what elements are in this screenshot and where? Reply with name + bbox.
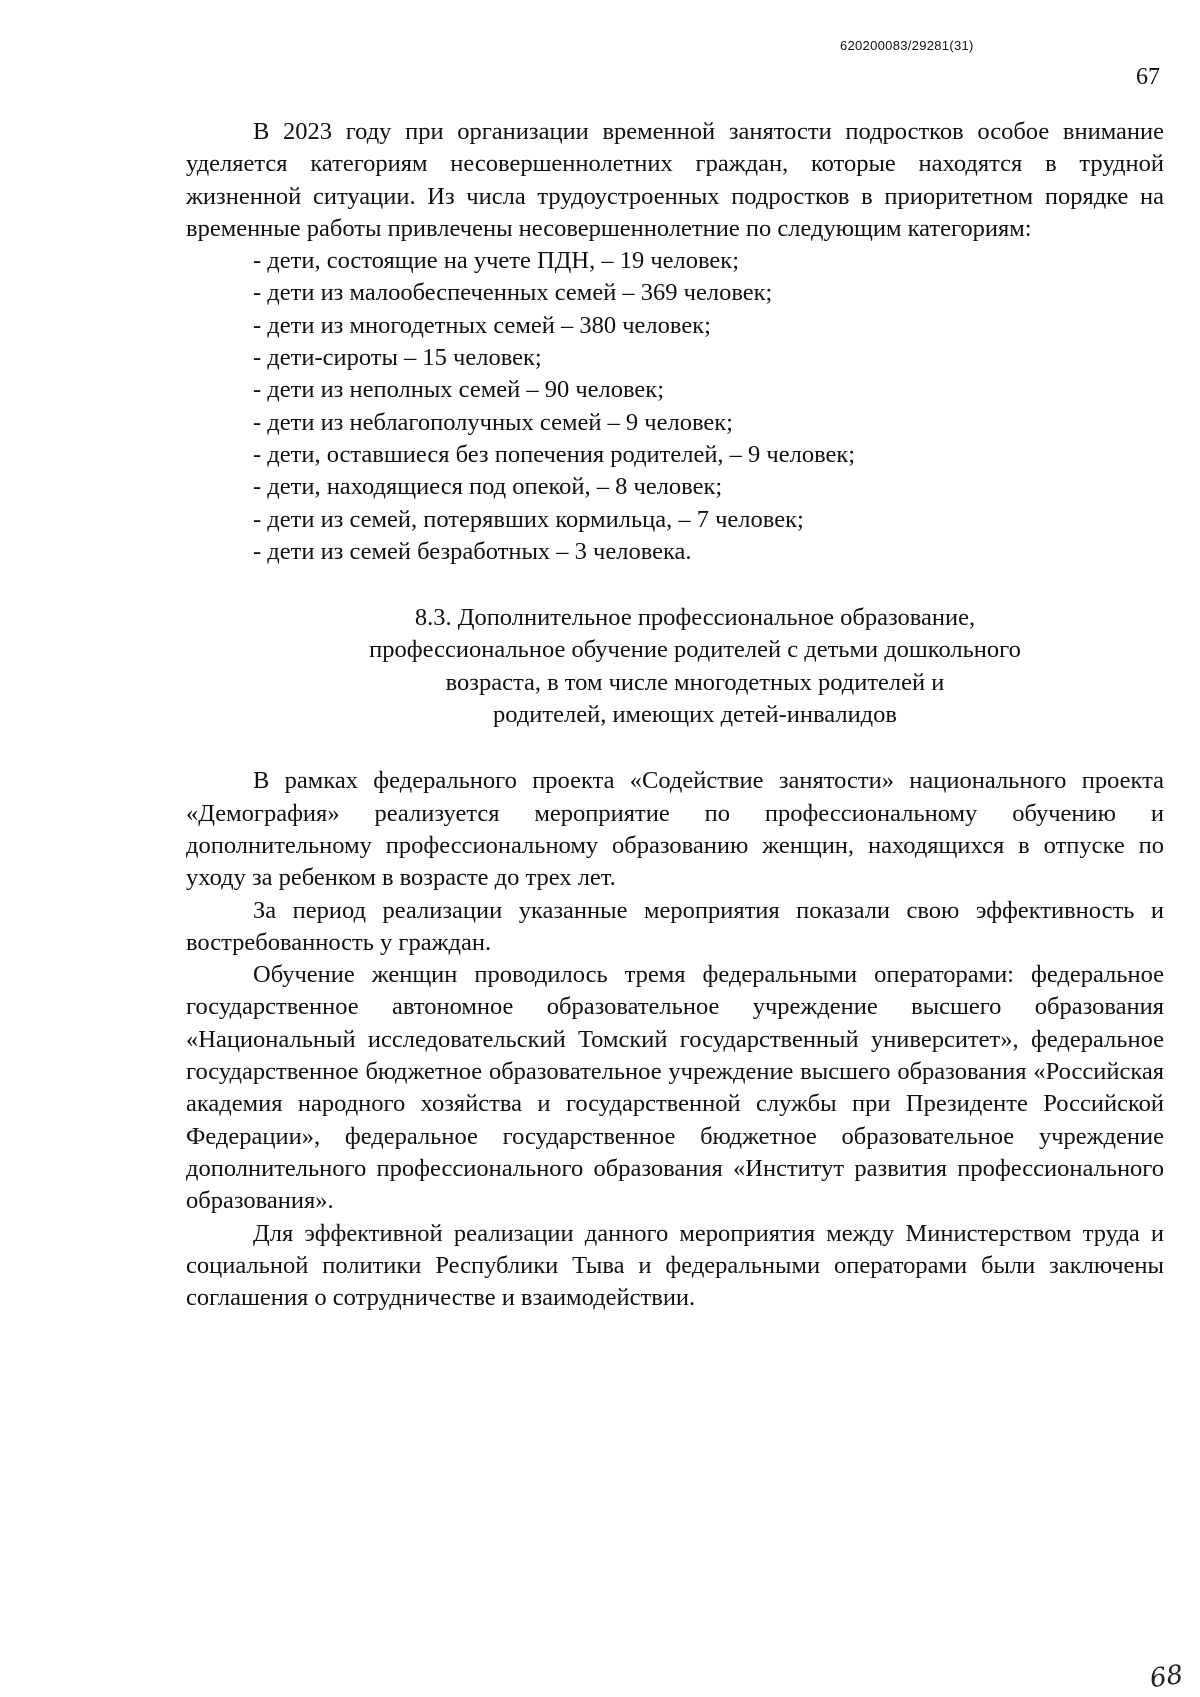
section-heading-line: возраста, в том числе многодетных родителей и — [445, 668, 945, 696]
list-item: - дети, оставшиеся без попечения родителей, – 9 человек; — [253, 440, 856, 468]
document-id: 620200083/29281(31) — [840, 38, 974, 53]
category-list — [186, 245, 1164, 568]
list-item: - дети из неблагополучных семей – 9 человек; — [253, 408, 733, 436]
list-item: - дети-сироты – 15 человек; — [253, 344, 542, 372]
list-item: - дети, состоящие на учете ПДН, – 19 человек; — [253, 247, 740, 275]
agreements-paragraph: Для эффективной реализации данного мероприятия между Министерством труда и социальной политики Республики Тыва и федеральными операторами были заключены соглашения о сотрудничестве и взаимодействии. — [186, 1219, 1164, 1312]
list-item: - дети из семей безработных – 3 человека. — [253, 537, 692, 565]
section-heading-line: 8.3. Дополнительное профессиональное образование, — [414, 604, 976, 632]
list-item: - дети из малообеспеченных семей – 369 человек; — [253, 279, 773, 307]
project-paragraph: В рамках федерального проекта «Содействие занятости» национального проекта «Демография» реализуется мероприятие по профессиональному обучению и дополнительному профессиональному образованию женщин, находящихся в отпуске по уходу за ребенком в возрасте до трех лет. — [186, 767, 1164, 892]
section-heading-line: родителей, имеющих детей-инвалидов — [493, 701, 897, 729]
operators-paragraph: Обучение женщин проводилось тремя федеральными операторами: федеральное государственное автономное образовательное учреждение высшего образования «Национальный исследовательский Томский государственный университет», федеральное государственное бюджетное образовательное учреждение высшего образования «Российская академия народного хозяйства и государственной службы при Президенте Российской Федерации», федеральное государственное бюджетное образовательное учреждение дополнительного профессионального образования «Институт развития профессионального образования». — [186, 961, 1164, 1215]
intro-paragraph: В 2023 году при организации временной занятости подростков особое внимание уделяется категориям несовершеннолетних граждан, которые находятся в трудной жизненной ситуации. Из числа трудоустроенных подростков в приоритетном порядке на временные работы привлечены несовершеннолетние по следующим категориям: — [186, 118, 1164, 242]
list-item: - дети, находящиеся под опекой, – 8 человек; — [253, 473, 723, 501]
page-number: 67 — [1136, 64, 1160, 90]
section-heading — [186, 602, 1164, 731]
effectiveness-paragraph: За период реализации указанные мероприятия показали свою эффективность и востребованность у граждан. — [186, 896, 1164, 956]
handwritten-page-number: 68 — [1148, 1659, 1186, 1695]
section-heading-line: профессиональное обучение родителей с детьми дошкольного — [369, 636, 1021, 664]
list-item: - дети из неполных семей – 90 человек; — [253, 376, 665, 404]
list-item: - дети из семей, потерявших кормильца, – 7 человек; — [253, 505, 804, 533]
list-item: - дети из многодетных семей – 380 человек; — [253, 311, 711, 339]
document-body — [186, 116, 1164, 1314]
